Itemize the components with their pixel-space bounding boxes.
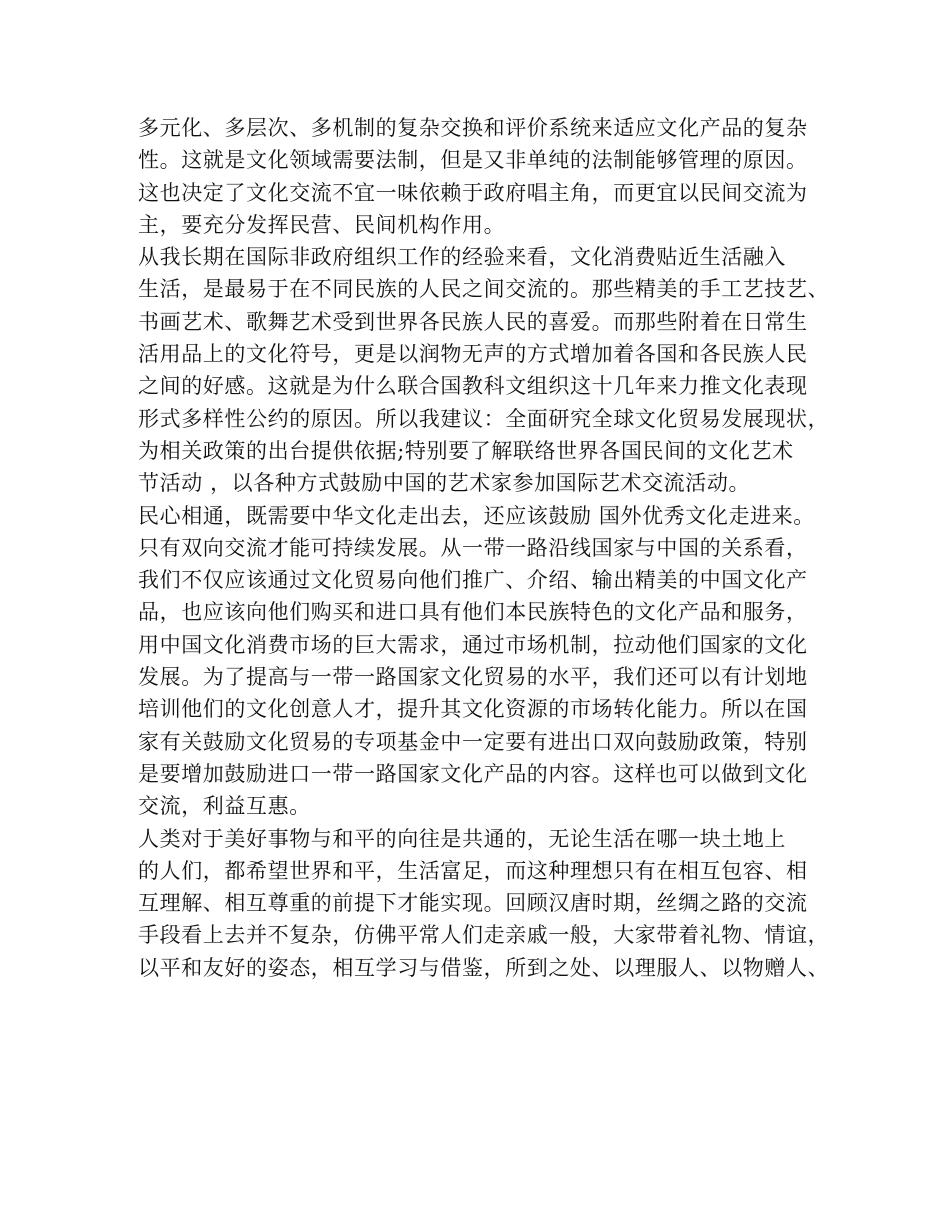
text-line: 人类对于美好事物与和平的向往是共通的，无论生活在哪一块土地上 xyxy=(138,826,786,851)
text-line: 只有双向交流才能可持续发展。从一带一路沿线国家与中国的关系看， xyxy=(138,535,808,560)
text-line: 从我长期在国际非政府组织工作的经验来看，文化消费贴近生活融入 xyxy=(138,245,786,270)
body-text xyxy=(138,112,838,984)
text-line: 手段看上去并不复杂，仿佛平常人们走亲戚一般，大家带着礼物、情谊， xyxy=(138,923,830,948)
text-line: 我们不仅应该通过文化贸易向他们推广、介绍、输出精美的中国文化产 xyxy=(138,568,808,593)
text-line: 多元化、多层次、多机制的复杂交换和评价系统来适应文化产品的复杂 xyxy=(138,116,808,140)
text-line: 生活，是最易于在不同民族的人民之间交流的。那些精美的手工艺技艺、 xyxy=(138,277,830,302)
text-line: 之间的好感。这就是为什么联合国教科文组织这十几年来力推文化表现 xyxy=(138,374,808,399)
text-line: 活用品上的文化符号，更是以润物无声的方式增加着各国和各民族人民 xyxy=(138,342,808,367)
text-line: 发展。为了提高与一带一路国家文化贸易的水平，我们还可以有计划地 xyxy=(138,665,808,690)
text-line: 主，要充分发挥民营、民间机构作用。 xyxy=(138,212,506,237)
text-line: 家有关鼓励文化贸易的专项基金中一定要有进出口双向鼓励政策，特别 xyxy=(138,729,808,754)
text-line: 培训他们的文化创意人才，提升其文化资源的市场转化能力。所以在国 xyxy=(138,697,808,722)
text-line: 性。这就是文化领域需要法制，但是又非单纯的法制能够管理的原因。 xyxy=(138,148,808,173)
text-line: 书画艺术、歌舞艺术受到世界各民族人民的喜爱。而那些附着在日常生 xyxy=(138,309,808,334)
text-line: 交流，利益互惠。 xyxy=(138,794,311,819)
text-line: 为相关政策的出台提供依据;特别要了解联络世界各国民间的文化艺术 xyxy=(138,438,794,463)
text-line: 品，也应该向他们购买和进口具有他们本民族特色的文化产品和服务， xyxy=(138,600,808,625)
text-line: 用中国文化消费市场的巨大需求，通过市场机制，拉动他们国家的文化 xyxy=(138,632,808,657)
text-line: 这也决定了文化交流不宜一味依赖于政府唱主角，而更宜以民间交流为 xyxy=(138,180,808,205)
text-line: 以平和友好的姿态，相互学习与借鉴，所到之处、以理服人、以物赠人、 xyxy=(138,955,830,980)
text-line: 形式多样性公约的原因。所以我建议：全面研究全球文化贸易发展现状， xyxy=(138,406,830,431)
text-line: 互理解、相互尊重的前提下才能实现。回顾汉唐时期，丝绸之路的交流 xyxy=(138,891,808,916)
text-line: 的人们，都希望世界和平，生活富足，而这种理想只有在相互包容、相 xyxy=(138,858,808,883)
text-line: 节活动 ，以各种方式鼓励中国的艺术家参加国际艺术交流活动。 xyxy=(138,471,751,496)
text-line: 民心相通，既需要中华文化走出去，还应该鼓励 国外优秀文化走进来。 xyxy=(138,503,815,528)
text-line: 是要增加鼓励进口一带一路国家文化产品的内容。这样也可以做到文化 xyxy=(138,761,808,786)
